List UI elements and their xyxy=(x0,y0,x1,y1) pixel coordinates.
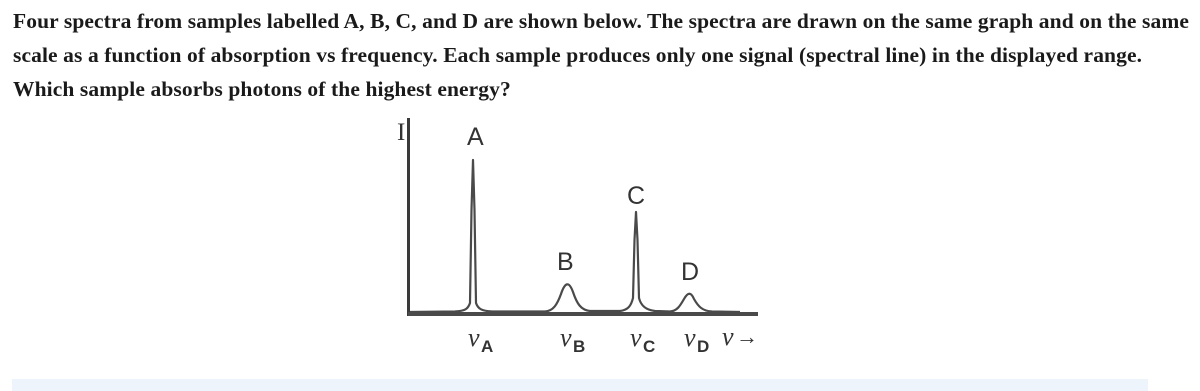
nu-subscript-a: A xyxy=(481,337,494,356)
nu-label-b xyxy=(560,323,585,356)
nu-symbol-d: ν xyxy=(684,323,696,352)
answer-area xyxy=(12,379,1148,391)
nu-subscript-b: B xyxy=(573,337,586,356)
nu-symbol-a: ν xyxy=(468,323,480,352)
nu-label-d xyxy=(684,323,709,356)
nu-subscript-d: D xyxy=(697,337,710,356)
peak-label-c: C xyxy=(627,182,646,210)
nu-subscript-c: C xyxy=(643,337,656,356)
nu-label-a xyxy=(468,323,493,356)
nu-label-c xyxy=(630,323,655,356)
x-axis-label xyxy=(722,322,758,351)
question-text: Four spectra from samples labelled A, B, C, and D are shown below. The spectra are drawn on the same graph and on the same scale as a function of absorption vs frequency. Each sample produces only one signal (spectral line) in the displayed range. Which sample absorbs photons of the highest energy? xyxy=(13,9,1190,101)
peak-label-d: D xyxy=(681,258,700,286)
right-arrow-icon: → xyxy=(736,324,758,349)
x-axis-symbol: ν xyxy=(722,322,734,351)
spectrum-trace xyxy=(410,160,740,312)
peak-label-b: B xyxy=(557,248,574,276)
y-axis-label: I xyxy=(397,119,406,146)
nu-symbol-b: ν xyxy=(560,323,572,352)
peak-label-a: A xyxy=(467,123,484,151)
nu-symbol-c: ν xyxy=(630,323,642,352)
